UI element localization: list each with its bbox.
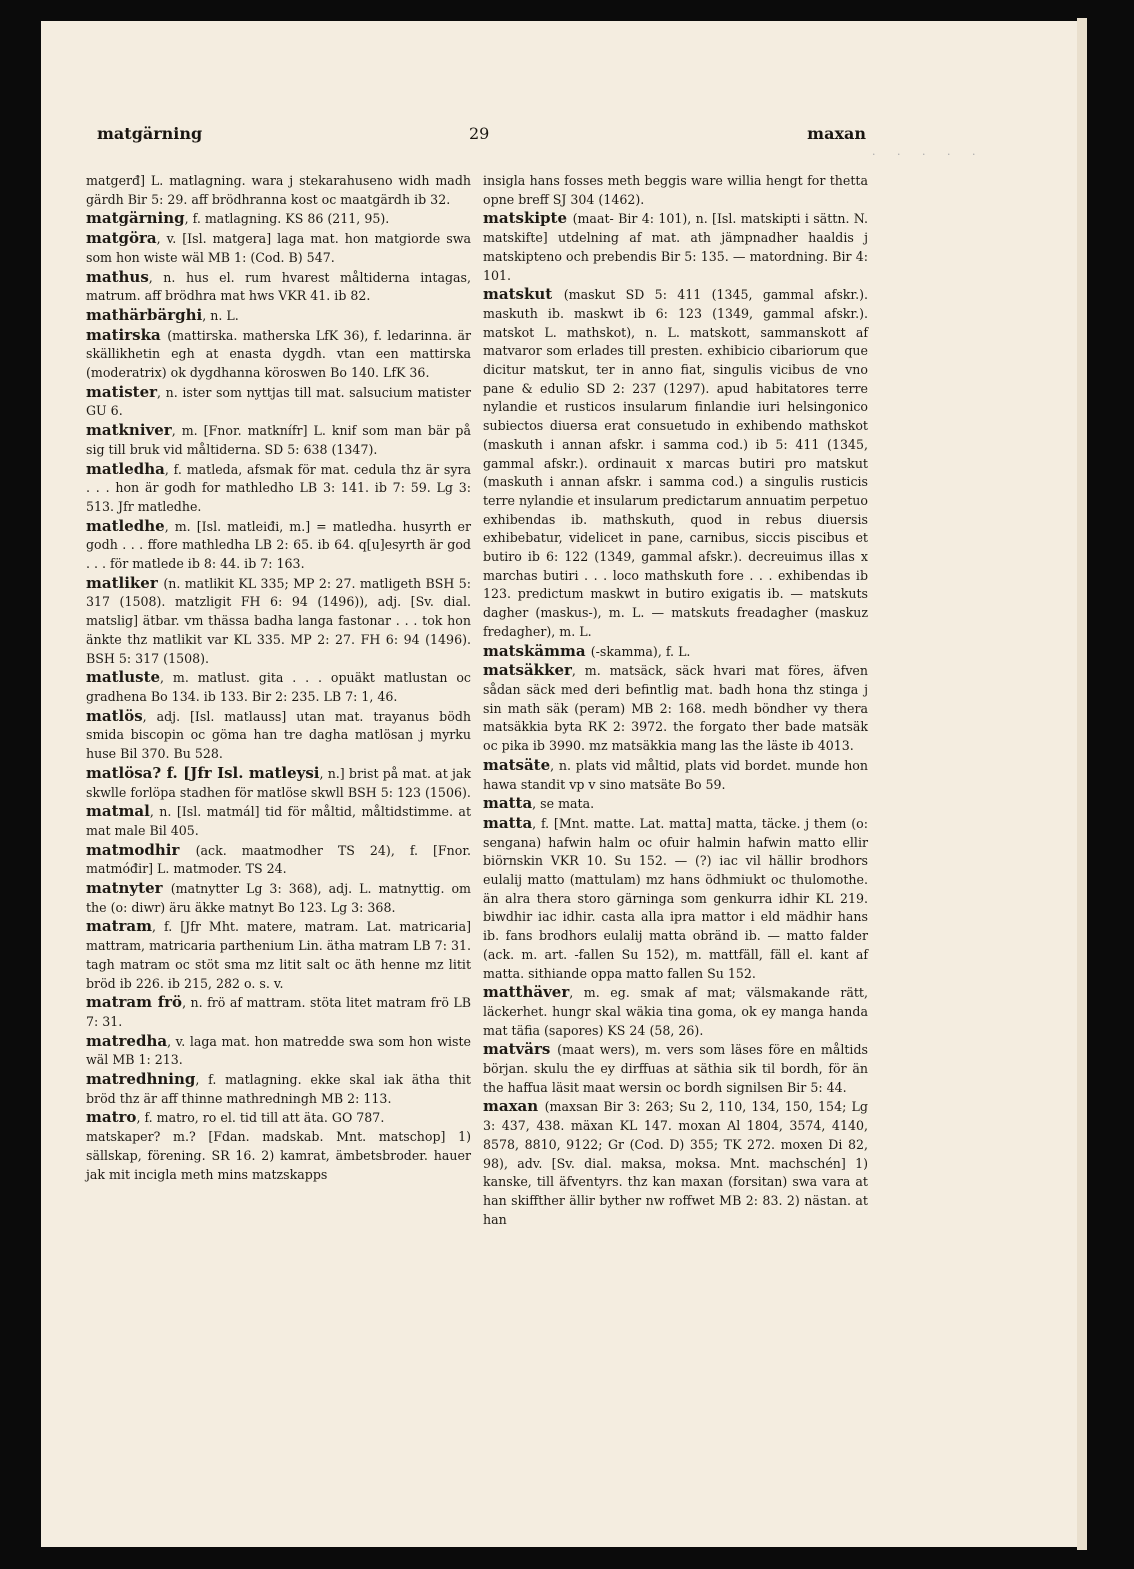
entry: matram frö, n. frö af mattram. stöta litet matram frö LB 7: 31. <box>86 993 471 1029</box>
headword: matliker <box>86 573 164 592</box>
entry: matredhning, f. matlagning. ekke skal iak ätha thit bröd thz är aff thinne mathredningh MB 2: 113. <box>86 1070 471 1106</box>
entry: matnyter (matnytter Lg 3: 368), adj. L. matnyttig. om the (o: diwr) äru äkke matnyt Bo 123. Lg 3: 368. <box>86 879 471 915</box>
entry: matlös, adj. [Isl. matlauss] utan mat. trayanus bödh smida biscopin oc göma han tre dagha matlösan j myrku huse Bil 370. Bu 528. <box>86 706 471 762</box>
entry: maxan (maxsan Bir 3: 263; Su 2, 110, 134, 150, 154; Lg 3: 437, 438. mäxan KL 147. moxan Al 1804, 3574, 4140, 8578, 8810, 9122; Gr (Cod. D) 355; TK 272. moxen Di 82, 98), adv. [Sv. dial. maksa, moksa. Mnt. machschén] 1) kanske, till äfventyrs. thz kan maxan (forsitan) swa vara at han skiffther ällir byther nw roffwet MB 2: 83. 2) nästan. at han <box>483 1097 868 1227</box>
headword: matram frö <box>86 993 183 1012</box>
header-left-word: matgärning <box>97 124 203 143</box>
entry: matlösa? f. [Jfr Isl. matleysi, n.] brist på mat. at jak skwlle forlöpa stadhen för matlöse skwll BSH 5: 123 (1506). <box>86 763 471 800</box>
entry: matta, f. [Mnt. matte. Lat. matta] matta, täcke. j them (o: sengana) hafwin halm oc ofuir halmin hafwin matto ellir biörnskin VKR 10. Su 152. — (?) iac vil hällir brodhors eulalij matto (mattulam) mz hans ödhmiukt oc thulomothe. än alra thera storo gärninga som genkurra idhir KL 219. biwdhir iac idhir. casta alla ipra mattor i eld mädhir hans ib. fans brodhors eulalij matta obränd ib. — matto falder (ack. m. art. -fallen Su 152), m. mattfäll, fäll el. kant af matta. sithiande oppa matto fallen Su 152. <box>483 813 868 981</box>
headword: matledhe <box>86 516 165 535</box>
headword: maxan <box>483 1097 545 1116</box>
entry: mathus, n. hus el. rum hvarest måltiderna intagas, matrum. aff brödhra mat hws VKR 41. ib 82. <box>86 267 471 304</box>
headword: matta <box>483 813 533 832</box>
headword: matlösa? f. [Jfr Isl. matleysi <box>86 763 320 782</box>
entry: matkniver, m. [Fnor. matknífr] L. knif som man bär på sig till bruk vid måltiderna. SD 5: 638 (1347). <box>86 421 471 457</box>
headword: matgöra <box>86 229 157 248</box>
entry: insigla hans fosses meth beggis ware willia hengt for thetta opne breff SJ 304 (1462). <box>483 173 868 207</box>
entry: matmodhir (ack. maatmodher TS 24), f. [Fnor. matmóđir] L. matmoder. TS 24. <box>86 840 472 877</box>
headword: matmal <box>86 802 150 821</box>
entry: matsäte, n. plats vid måltid, plats vid bordet. munde hon hawa standit vp v sino matsäte Bo 59. <box>483 755 868 792</box>
headword: mathärbärghi <box>86 305 203 324</box>
entry: matliker (n. matlikit KL 335; MP 2: 27. matligeth BSH 5: 317 (1508). matzligit FH 6: 94 (1496)), adj. [Sv. dial. matslig] ätbar. vm thässa badha langa fastonar . . . tok hon änkte thz matlikit var KL 335. MP 2: 27. FH 6: 94 (1496). BSH 5: 317 (1508). <box>86 573 471 666</box>
headword: matredha <box>86 1031 168 1050</box>
headword: matsäte <box>483 755 551 774</box>
entry: matister, n. ister som nyttjas till mat. salsucium matister GU 6. <box>86 382 471 419</box>
headword: matmodhir <box>86 840 196 859</box>
headword: matthäver <box>483 983 570 1002</box>
headword: matgärning <box>86 209 185 228</box>
entry: matsäkker, m. matsäck, säck hvari mat föres, äfven sådan säck med deri befintlig mat. badh hona thz stinga j sin math säk (peram) MB 2: 168. medh böndher vy thera matsäkkia byta RK 2: 3972. the forgato ther bade matsäk oc pika ib 3990. mz matsäkkia mang las the läste ib 4013. <box>483 661 868 754</box>
margin-dots: · · · · · <box>872 148 985 161</box>
page-edge <box>1077 18 1087 1550</box>
headword: matredhning <box>86 1070 196 1089</box>
headword: matram <box>86 917 153 936</box>
headword: matirska <box>86 325 168 344</box>
headword: matro <box>86 1108 137 1127</box>
headword: matskämma <box>483 641 591 660</box>
left-column <box>86 172 471 1184</box>
page-number: 29 <box>469 124 490 143</box>
entry: matro, f. matro, ro el. tid till att äta. GO 787. <box>86 1108 385 1127</box>
headword: matnyter <box>86 879 171 898</box>
entry: matgerđ] L. matlagning. wara j stekarahuseno widh madh gärdh Bir 5: 29. aff brödhranna kost oc maatgärdh ib 32. <box>86 173 471 207</box>
headword: matledha <box>86 459 165 478</box>
entry: matskut (maskut SD 5: 411 (1345, gammal afskr.). maskuth ib. maskwt ib 6: 123 (1349, gammal afskr.). matskot L. mathskot), n. L. matskott, sammanskott af matvaror som erlades till presten. exhibicio cibariorum que dicitur matskut, ter in anno fiat, singulis vicibus de vno pane & edulio SD 2: 237 (1297). apud habitatores terre nylandie et rusticos insularum finlandie iuri helsingonico subiectos diuersa erat consuetudo in exhibendo mathskot (maskuth i annan afskr. i samma cod.) ib 5: 411 (1345, gammal afskr.). ordinauit x marcas butiri pro matskut (maskuth i annan afskr. i samma cod.) a singulis rusticis terre nylandie et insularum predictarum annuatim perpetuo exhibendas ib. mathskuth, quod in rebus diuersis exhibebatur, videlicet in pane, carnibus, siccis piscibus et butiro ib 6: 122 (1349, gammal afskr.). decreuimus illas x marchas butiri . . . loco mathskuth fore . . . exhibendas ib 123. predictum maskwt in butiro exigatis ib. — matskuts dagher (maskus-), m. L. — matskuts freadagher (maskuz fredagher), m. L. <box>483 285 868 639</box>
headword: matsäkker <box>483 661 572 680</box>
entry: matta, se mata. <box>483 794 595 813</box>
headword: matkniver <box>86 421 172 440</box>
entry: matskipte (maat- Bir 4: 101), n. [Isl. matskipti i sättn. N. matskifte] utdelning af mat. ath jämpnadher haaldis j matskipteno och prebendis Bir 5: 135. — matordning. Bir 4: 101. <box>483 209 868 283</box>
entry: matskämma (-skamma), f. L. <box>483 641 691 660</box>
entry: mathärbärghi, n. L. <box>86 305 239 324</box>
headword: matluste <box>86 668 161 687</box>
entry: matskaper? m.? [Fdan. madskab. Mnt. matschop] 1) sällskap, förening. SR 16. 2) kamrat, ämbetsbroder. hauer jak mit incigla meth mins matzskapps <box>86 1129 471 1182</box>
entry: matthäver, m. eg. smak af mat; välsmakande rätt, läckerhet. hungr skal wäkia tina goma, ok ey manga handa mat täfia (sapores) KS 24 (58, 26). <box>483 983 868 1038</box>
headword: mathus <box>86 267 149 286</box>
headword: matister <box>86 382 158 401</box>
right-column <box>483 172 868 1229</box>
headword: matta <box>483 794 533 813</box>
running-header <box>97 112 866 146</box>
entry: matledha, f. matleda, afsmak för mat. cedula thz är syra . . . hon är godh for mathledho LB 3: 141. ib 7: 59. Lg 3: 513. Jfr matledhe. <box>86 459 471 514</box>
header-right-word: maxan <box>807 124 866 143</box>
entry: matgärning, f. matlagning. KS 86 (211, 95). <box>86 209 390 228</box>
entry: matgöra, v. [Isl. matgera] laga mat. hon matgiorde swa som hon wiste wäl MB 1: (Cod. B) 547. <box>86 229 471 265</box>
headword: matskipte <box>483 209 573 228</box>
headword: matvärs <box>483 1040 558 1059</box>
entry: matvärs (maat wers), m. vers som läses före en måltids början. skulu the ey dirffuas at säthia sik til bordh, för än the haffua läsit maat wersin oc bordh signilsen Bir 5: 44. <box>483 1040 868 1095</box>
entry: matredha, v. laga mat. hon matredde swa som hon wiste wäl MB 1: 213. <box>86 1031 471 1068</box>
entry: matirska (mattirska. matherska LfK 36), f. ledarinna. är skällikhetin egh at enasta dygdh. vtan een mattirska (moderatrix) ok dygdhanna köroswen Bo 140. LfK 36. <box>86 325 471 381</box>
entry: matluste, m. matlust. gita . . . opuäkt matlustan oc gradhena Bo 134. ib 133. Bir 2: 235. LB 7: 1, 46. <box>86 668 471 704</box>
entry: matmal, n. [Isl. matmál] tid för måltid, måltidstimme. at mat male Bil 405. <box>86 802 471 838</box>
headword: matskut <box>483 285 564 304</box>
entry: matledhe, m. [Isl. matleiđi, m.] = matledha. husyrth er godh . . . ffore mathledha LB 2: 65. ib 64. q[u]esyrth är god . . . för matlede ib 8: 44. ib 7: 163. <box>86 516 471 572</box>
entry: matram, f. [Jfr Mht. matere, matram. Lat. matricaria] mattram, matricaria parthenium Lin. ätha matram LB 7: 31. tagh matram oc stöt sma mz litit salt oc äth henne mz litit bröd ib 226. ib 215, 282 o. s. v. <box>86 917 471 991</box>
headword: matlös <box>86 706 143 725</box>
